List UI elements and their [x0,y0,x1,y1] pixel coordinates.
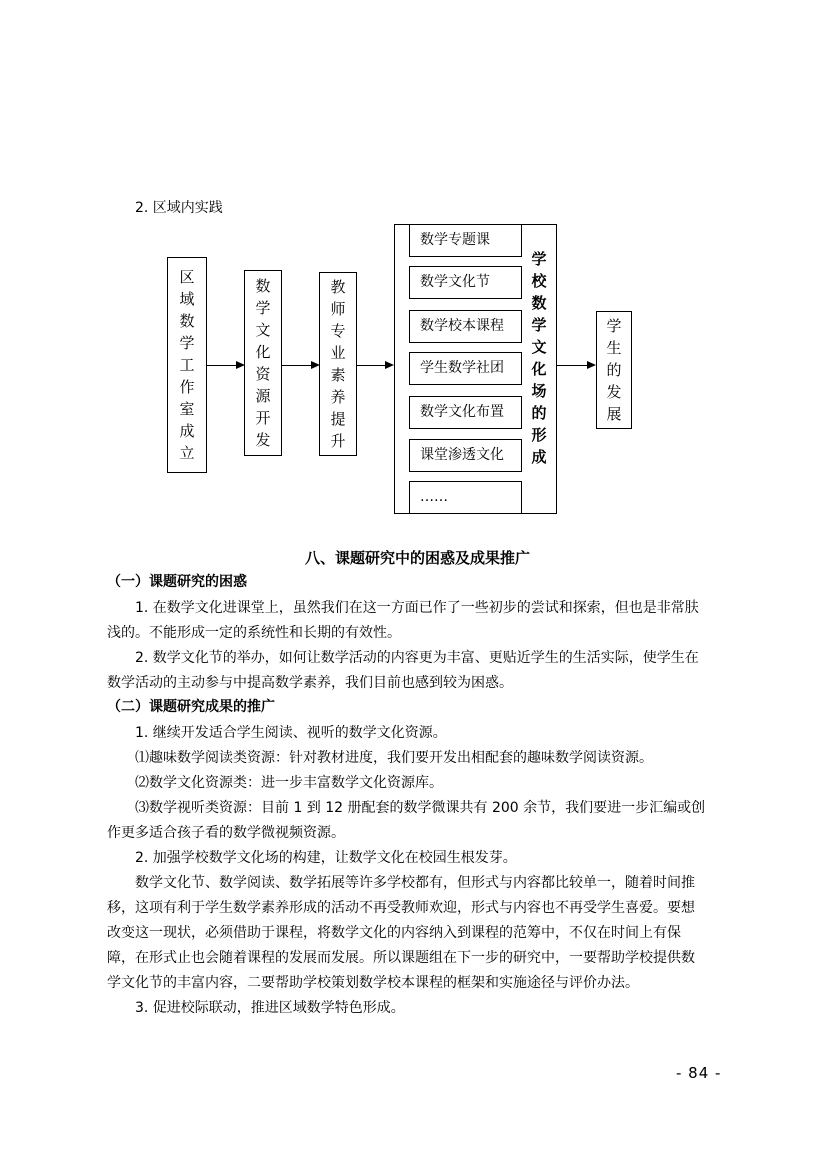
paragraph-line: 2. 加强学校数学文化场的构建，让数学文化在校园生根发芽。 [135,850,517,866]
paragraph-line: 移，这项有利于学生数学素养形成的活动不再受教师欢迎，形式与内容也不再受学生喜爱。要想 [107,900,695,916]
box-region-studio-char: 作 [179,378,195,396]
paragraph-line: 学文化节的丰富内容，二要帮助学校策划数学校本课程的框架和实施途径与评价办法。 [107,975,639,991]
box-teacher-growth-char: 教 [330,278,346,296]
group-title-char: 场 [531,382,547,400]
group-item: 数学专题课 [409,224,522,257]
group-item: 课堂渗透文化 [409,439,522,472]
box-region-studio-char: 数 [179,312,195,330]
paragraph-line: 1. 继续开发适合学生阅读、视听的数学文化资源。 [135,725,447,741]
box-resource-dev-char: 学 [255,299,271,317]
page-number: - 84 - [676,1064,722,1082]
box-resource-dev [244,270,282,456]
box-teacher-growth-char: 素 [330,366,346,384]
arrow-4-head [587,361,596,369]
section-label: 2. 区域内实践 [135,200,223,216]
group-title [528,248,550,468]
box-student-dev-char: 的 [606,361,622,379]
group-item: 数学文化布置 [409,396,522,429]
group-item: 数学校本课程 [409,310,522,343]
box-resource-dev-char: 开 [255,409,271,427]
box-resource-dev-char: 发 [255,431,271,449]
subheading-promotion: （二）课题研究成果的推广 [107,699,275,715]
box-teacher-growth-char: 提 [330,410,346,428]
paragraph-line: ⑶数学视听类资源：目前 1 到 12 册配套的数学微课共有 200 余节，我们要进一步汇编或创 [135,800,706,816]
group-title-char: 成 [531,448,547,466]
box-resource-dev-char: 数 [255,277,271,295]
box-teacher-growth-char: 养 [330,388,346,406]
paragraph-line: 浅的。不能形成一定的系统性和长期的有效性。 [107,625,401,641]
paragraph-line: ⑵数学文化资源类：进一步丰富数学文化资源库。 [135,775,443,791]
box-teacher-growth-char: 业 [330,344,346,362]
paragraph-line: 改变这一现状，必须借助于课程，将数学文化的内容纳入到课程的范筹中，不仅在时间上有保 [107,925,681,941]
box-resource-dev-char: 源 [255,387,271,405]
box-teacher-growth [319,272,357,456]
arrow-3-head [385,361,394,369]
box-region-studio-char: 工 [179,356,195,374]
box-region-studio-char: 区 [179,268,195,286]
paragraph-line: 3. 促进校际联动，推进区域数学特色形成。 [135,1000,405,1016]
paragraph-line: ⑴趣味数学阅读类资源：针对教材进度，我们要开发出相配套的趣味数学阅读资源。 [135,750,653,766]
group-item: 学生数学社团 [409,352,522,385]
section-heading: 八、课题研究中的困惑及成果推广 [305,549,531,567]
group-title-char: 文 [531,338,547,356]
box-student-dev-char: 生 [606,339,622,357]
group-title-char: 数 [531,294,547,312]
box-resource-dev-char: 资 [255,365,271,383]
box-resource-dev-char: 文 [255,321,271,339]
group-item: 数学文化节 [409,266,522,299]
box-region-studio [167,257,207,473]
group-title-char: 学 [531,250,547,268]
group-title-char: 形 [531,426,547,444]
group-title-char: 校 [531,272,547,290]
box-region-studio-char: 立 [179,444,195,462]
box-teacher-growth-char: 师 [330,300,346,318]
arrow-1 [207,365,237,366]
box-student-dev-char: 展 [606,405,622,423]
group-item: …… [409,481,522,514]
paragraph-line: 数学文化节、数学阅读、数学拓展等许多学校都有，但形式与内容都比较单一，随着时间推 [135,875,695,891]
box-student-dev-char: 学 [606,317,622,335]
paragraph-line: 数学活动的主动参与中提高数学素养，我们目前也感到较为困惑。 [107,675,513,691]
box-student-dev-char: 发 [606,383,622,401]
paragraph-line: 2. 数学文化节的举办，如何让数学活动的内容更为丰富、更贴近学生的生活实际，使学生在 [135,650,699,666]
box-resource-dev-char: 化 [255,343,271,361]
box-region-studio-char: 成 [179,422,195,440]
subheading-confusion: （一）课题研究的困惑 [107,574,247,590]
group-title-char: 的 [531,404,547,422]
box-teacher-growth-char: 升 [330,432,346,450]
arrow-4 [557,365,587,366]
box-student-dev [596,311,632,429]
group-title-char: 学 [531,316,547,334]
group-title-char: 化 [531,360,547,378]
box-region-studio-char: 域 [179,290,195,308]
paragraph-line: 障，在形式止也会随着课程的发展而发展。所以课题组在下一步的研究中，一要帮助学校提供数 [107,950,695,966]
box-teacher-growth-char: 专 [330,322,346,340]
box-region-studio-char: 学 [179,334,195,352]
box-region-studio-char: 室 [179,400,195,418]
paragraph-line: 1. 在数学文化进课堂上，虽然我们在这一方面已作了一些初步的尝试和探索，但也是非常肤 [135,600,699,616]
arrow-3 [357,365,385,366]
arrow-2 [282,365,312,366]
paragraph-line: 作更多适合孩子看的数学微视频资源。 [107,825,345,841]
